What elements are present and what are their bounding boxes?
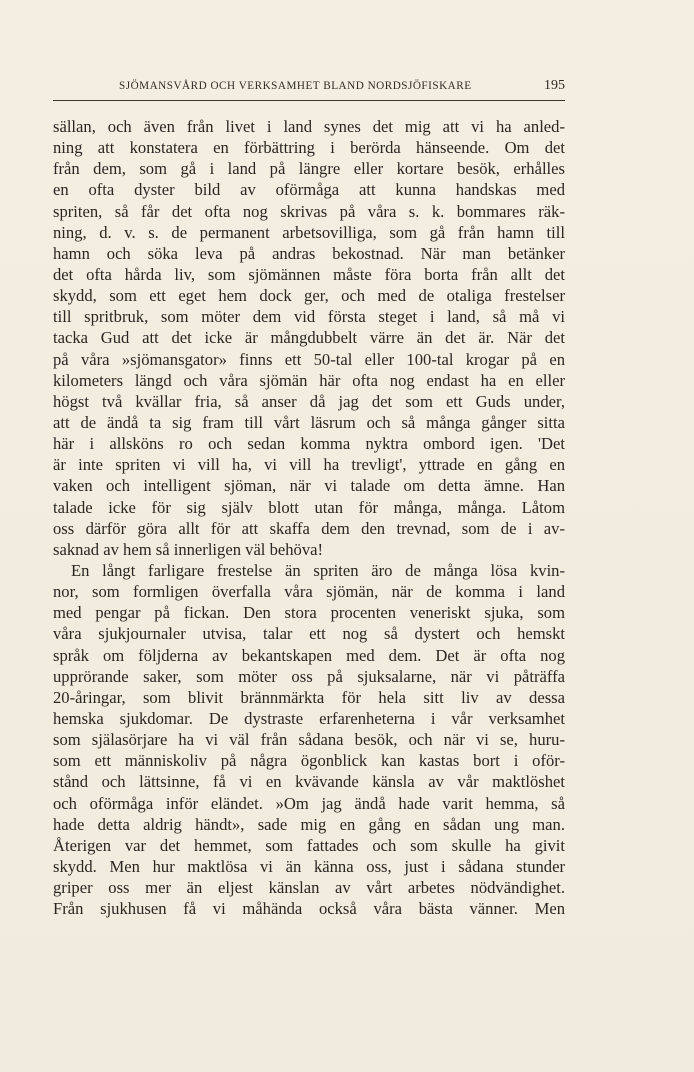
page-number: 195 (544, 78, 565, 93)
body-text (53, 116, 565, 919)
text-line: oss därför göra allt för att skaffa dem den trevnad, som de i av- (53, 518, 565, 538)
running-title: SJÖMANSVÅRD OCH VERKSAMHET BLAND NORDSJÖFISKARE (119, 80, 472, 92)
text-line: spriten, så får det ofta nog skrivas på våra s. k. bommares räk- (53, 201, 565, 221)
text-line: saknad av hem så innerligen väl behöva! (53, 539, 324, 559)
text-line: 20-åringar, som blivit brännmärkta för hela sitt liv av dessa (53, 687, 565, 707)
text-line: hade detta aldrig händt», sade mig en gång en sådan ung man. (53, 814, 565, 834)
text-line: hemska sjukdomar. De dystraste erfarenheterna i vår verksamhet (53, 708, 565, 728)
text-line: med pengar på fickan. Den stora procenten veneriskt sjuka, som (53, 603, 565, 623)
text-line: språk om följderna av bekantskapen med dem. Det är ofta nog (53, 645, 565, 665)
text-line: En långt farligare frestelse än spriten äro de många lösa kvin- (71, 560, 565, 580)
text-line: kilometers längd och våra sjömän här ofta nog endast ha en eller (53, 370, 565, 390)
text-line: Från sjukhusen få vi måhända också våra bästa vänner. Men (53, 899, 565, 919)
text-line: våra sjukjournaler utvisa, talar ett nog så dystert och hemskt (53, 624, 565, 644)
text-line: tacka Gud att det icke är mångdubbelt värre än det är. När det (53, 328, 565, 348)
paragraph (53, 560, 565, 919)
paragraph (53, 116, 565, 560)
text-line: det ofta hårda liv, som sjömännen måste föra borta från allt det (53, 264, 565, 284)
text-line: är inte spriten vi vill ha, vi vill ha trevligt', yttrade en gång en (53, 455, 565, 475)
text-line: här i allsköns ro och sedan komma nyktra ombord igen. 'Det (53, 434, 565, 454)
text-line: vaken och intelligent sjöman, när vi talade om detta ämne. Han (53, 476, 565, 496)
text-line: ning att konstatera en förbättring i berörda hänseende. Om det (53, 138, 565, 158)
text-line: Återigen var det hemmet, som fattades och som skulle ha givit (53, 835, 565, 855)
text-line: på våra »sjömansgator» finns ett 50-tal eller 100-tal krogar på en (53, 349, 565, 369)
text-line: sällan, och även från livet i land synes det mig att vi ha anled- (53, 117, 565, 136)
text-line: hamn och söka leva på andras bekostnad. När man betänker (53, 243, 565, 263)
text-line: skydd. Men hur maktlösa vi än känna oss, just i sådana stunder (53, 856, 565, 876)
text-line: ning, d. v. s. de permanent arbetsovilliga, som gå från hamn till (53, 222, 565, 242)
text-line: från dem, som gå i land på längre eller kortare besök, erhålles (53, 159, 565, 179)
text-line: skydd, som ett eget hem dock ger, och med de otaliga frestelser (53, 286, 565, 306)
text-line: talade icke för sig själv blott utan för många, många. Låtom (53, 497, 565, 517)
text-line: upprörande saker, som möter oss på sjuksalarne, när vi påträffa (53, 666, 565, 686)
text-line: en ofta dyster bild av oförmåga att kunna handskas med (53, 180, 565, 200)
running-header (53, 78, 565, 101)
text-line: högst två kvällar fria, så anser då jag det som ett Guds under, (53, 391, 565, 411)
text-line: stånd och lättsinne, få vi en kvävande känsla av vår maktlöshet (53, 772, 565, 792)
text-line: och oförmåga inför eländet. »Om jag ändå hade varit hemma, så (53, 793, 565, 813)
text-line: till spritbruk, som möter dem vid första steget i land, så må vi (53, 307, 565, 327)
text-line: som själasörjare ha vi väl från sådana besök, och när vi se, huru- (53, 730, 565, 750)
text-line: nor, som formligen överfalla våra sjömän, när de komma i land (53, 582, 565, 602)
text-line: som ett människoliv på några ögonblick kan kastas bort i oför- (53, 751, 565, 771)
text-line: att de ändå ta sig fram till vårt läsrum och så många gånger sitta (53, 412, 565, 432)
text-line: griper oss mer än eljest känslan av vårt arbetes nödvändighet. (53, 878, 565, 898)
